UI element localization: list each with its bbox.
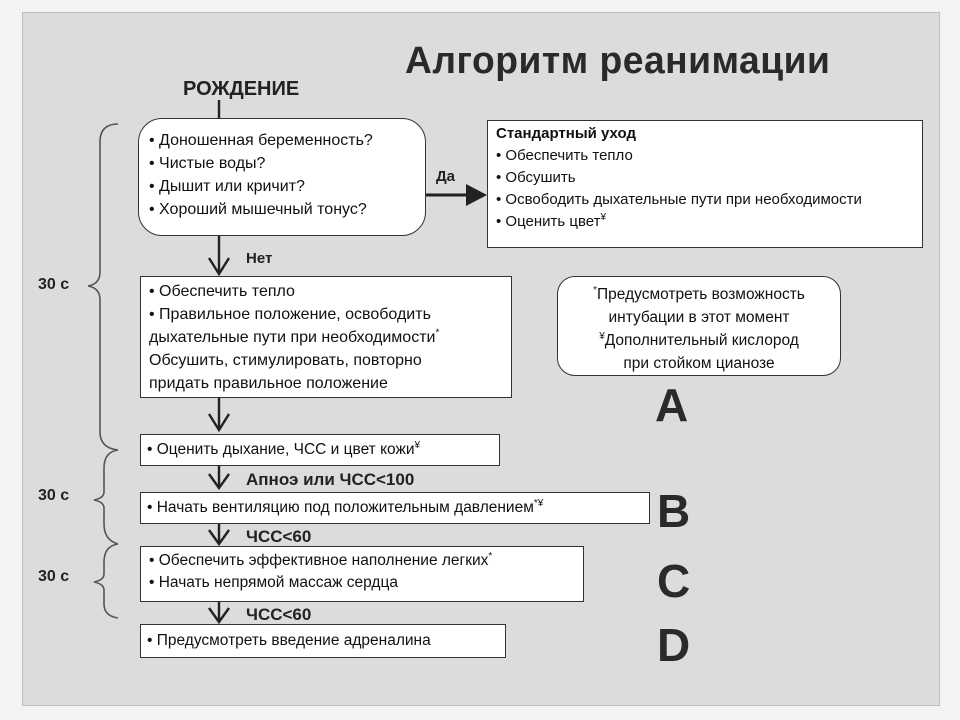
footnote-mark: * — [435, 327, 440, 339]
step-letter-d: D — [657, 619, 691, 671]
time-label: 30 с — [38, 487, 70, 504]
arrowhead-yes — [466, 184, 487, 206]
footnote-mark: *¥ — [533, 497, 544, 509]
ventilation-text: • Начать вентиляцию под положительным давлением — [147, 499, 534, 516]
brace-2 — [94, 450, 118, 544]
compressions-box — [140, 546, 584, 602]
question-item: • Чистые воды? — [149, 155, 266, 172]
note-line: интубации в этот момент — [608, 309, 790, 326]
adrenaline-box — [140, 624, 506, 658]
initial-step-line: • Правильное положение, освободить — [149, 306, 431, 323]
step-letter-c: C — [657, 555, 691, 607]
evaluate-box — [140, 434, 500, 466]
initial-step-line: • Обеспечить тепло — [149, 283, 295, 300]
note-line — [562, 283, 836, 306]
page-title: Алгоритм реанимации — [405, 40, 831, 82]
time-label: 30 с — [38, 276, 70, 293]
footnote-box — [557, 276, 841, 376]
standard-care-item: • Оценить цвет — [496, 213, 601, 230]
no-label: Нет — [246, 250, 273, 267]
ventilation-box — [140, 492, 650, 524]
step-letter-a: A — [655, 379, 689, 431]
brace-3 — [94, 544, 118, 618]
standard-care-box — [487, 120, 923, 248]
yes-label: Да — [436, 168, 456, 185]
question-item: • Дышит или кричит? — [149, 178, 305, 195]
standard-care-item: • Освободить дыхательные пути при необходимости — [496, 191, 862, 208]
initial-step-line-marked — [149, 326, 503, 349]
step-letter-b: B — [657, 485, 691, 537]
initial-steps-box — [140, 276, 512, 398]
initial-step-line: придать правильное положение — [149, 375, 388, 392]
question-item: • Хороший мышечный тонус? — [149, 201, 367, 218]
apnea-condition-label: Апноэ или ЧСС<100 — [246, 470, 415, 489]
standard-care-item-last — [496, 211, 914, 233]
brace-1 — [88, 124, 118, 450]
footnote-mark: ¥ — [600, 212, 607, 223]
adrenaline-text: • Предусмотреть введение адреналина — [147, 632, 431, 649]
heart-rate-condition-label: ЧСС<60 — [246, 605, 312, 624]
footnote-mark: * — [593, 284, 598, 296]
standard-care-item: • Обсушить — [496, 169, 576, 186]
question-item: • Доношенная беременность? — [149, 132, 373, 149]
standard-care-heading: Стандартный уход — [496, 125, 636, 142]
initial-step-line: Обсушить, стимулировать, повторно — [149, 352, 422, 369]
standard-care-item: • Обеспечить тепло — [496, 147, 633, 164]
start-label: РОЖДЕНИЕ — [183, 78, 300, 100]
note-text: Дополнительный кислород — [604, 332, 799, 349]
evaluate-text: • Оценить дыхание, ЧСС и цвет кожи — [147, 441, 415, 458]
time-label: 30 с — [38, 568, 70, 585]
note-line: при стойком цианозе — [623, 355, 775, 372]
footnote-mark: ¥ — [599, 330, 605, 342]
footnote-mark: * — [488, 550, 493, 562]
initial-step-line: дыхательные пути при необходимости — [149, 329, 436, 346]
assessment-questions-box — [138, 118, 426, 236]
footnote-mark: ¥ — [414, 439, 421, 451]
heart-rate-condition-label: ЧСС<60 — [246, 527, 312, 546]
note-line — [562, 329, 836, 352]
compressions-text: • Обеспечить эффективное наполнение легких — [149, 552, 489, 569]
compressions-line — [149, 550, 575, 572]
compressions-line: • Начать непрямой массаж сердца — [149, 574, 398, 591]
note-text: Предусмотреть возможность — [597, 286, 805, 303]
